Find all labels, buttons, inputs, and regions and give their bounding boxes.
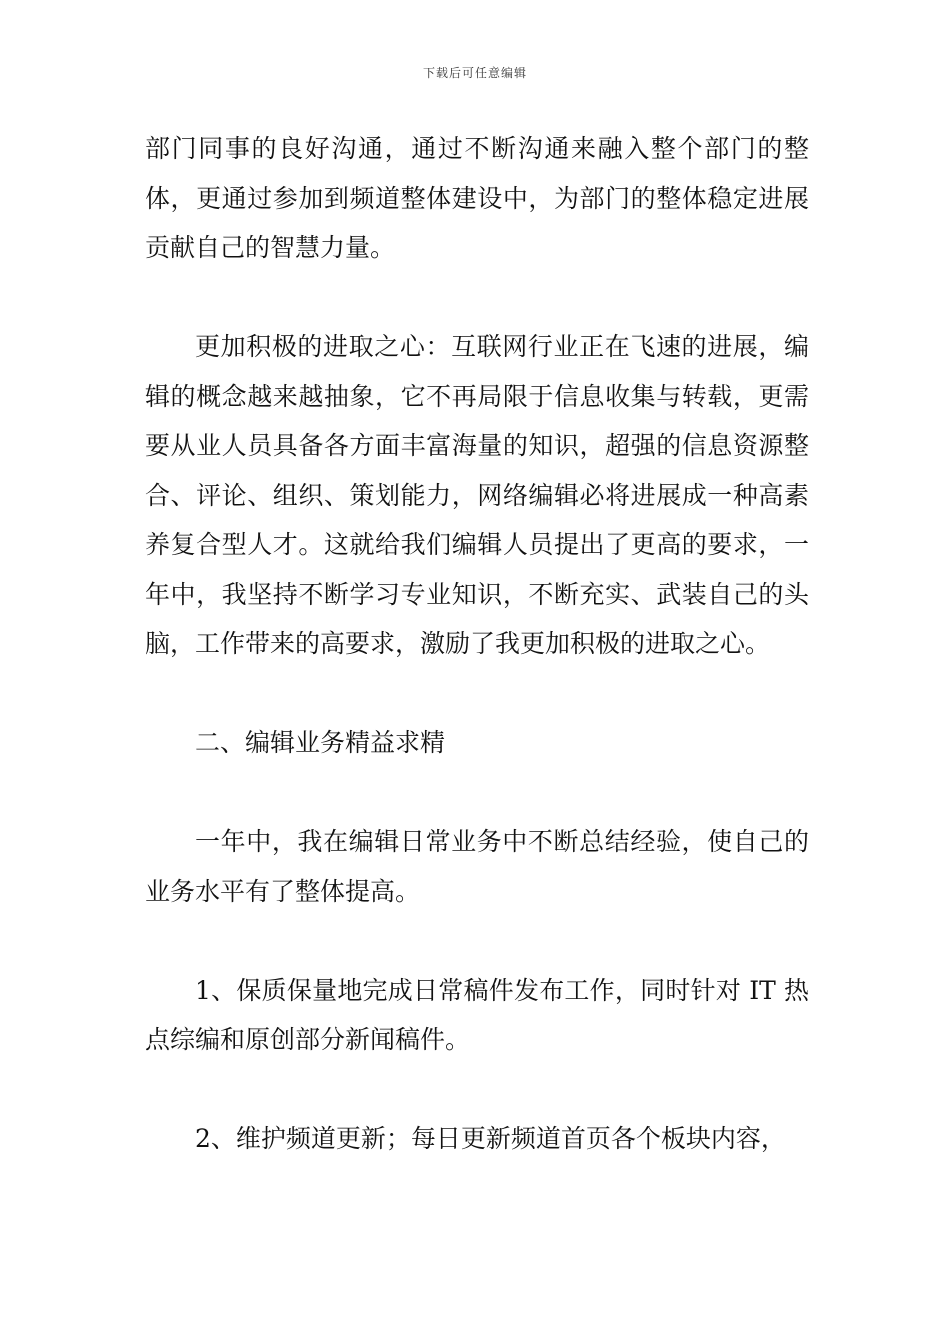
paragraph-gap [145,916,809,966]
document-body [145,124,809,1164]
list-item-1: 1、保质保量地完成日常稿件发布工作，同时针对 IT 热点综编和原创部分新闻稿件。 [145,975,809,1054]
paragraph-3: 一年中，我在编辑日常业务中不断总结经验，使自己的业务水平有了整体提高。 [145,827,809,906]
paragraph-2: 更加积极的进取之心：互联网行业正在飞速的进展，编辑的概念越来越抽象，它不再局限于信息收集与转载，更需要从业人员具备各方面丰富海量的知识，超强的信息资源整合、评论、组织、策划能力，网络编辑必将进展成一种高素养复合型人才。这就给我们编辑人员提出了更高的要求，一年中，我坚持不断学习专业知识，不断充实、武装自己的头脑，工作带来的高要求，激励了我更加积极的进取之心。 [145,332,809,658]
section-heading: 二、编辑业务精益求精 [195,728,446,757]
paragraph-gap [145,1065,809,1115]
page-header: 下载后可任意编辑 [422,66,527,80]
paragraph-gap [145,768,809,818]
paragraph-gap [145,669,809,719]
list-item-2: 2、维护频道更新；每日更新频道首页各个板块内容， [195,1124,786,1153]
paragraph-1: 部门同事的良好沟通，通过不断沟通来融入整个部门的整体，更通过参加到频道整体建设中，为部门的整体稳定进展贡献自己的智慧力量。 [145,134,809,262]
paragraph-gap [145,273,809,323]
